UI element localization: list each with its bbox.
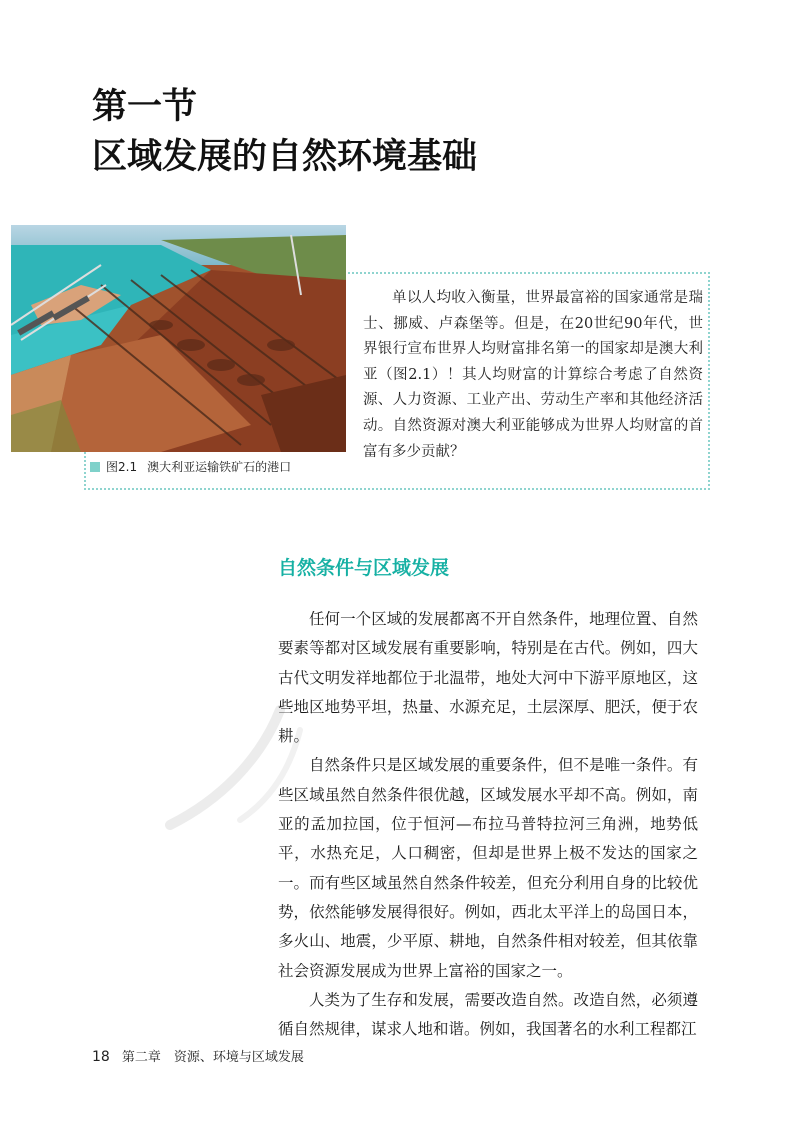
figure-number: 图2.1 (106, 460, 138, 474)
subheading: 自然条件与区域发展 (278, 557, 450, 579)
intro-paragraph: 单以人均收入衡量，世界最富裕的国家通常是瑞士、挪威、卢森堡等。但是，在20世纪90年代，世界银行宣布世界人均财富排名第一的国家却是澳大利亚（图2.1）！其人均财富的计算综合考虑了自然资源、人力资源、工业产出、劳动生产率和其他经济活动。自然资源对澳大利亚能够成为世界人均财富的首富有多少贡献？ (363, 290, 703, 460)
figure-caption (90, 459, 291, 475)
chapter-title: 第二章 资源、环境与区域发展 (121, 1050, 304, 1065)
page-footer (92, 1046, 304, 1065)
section-number: 第一节 (92, 87, 198, 127)
page-title: 区域发展的自然环境基础 (92, 137, 478, 177)
body-text (278, 605, 698, 1044)
body-paragraph: 任何一个区域的发展都离不开自然条件，地理位置、自然要素等都对区域发展有重要影响，特别是在古代。例如，四大古代文明发祥地都位于北温带，地处大河中下游平原地区，这些地区地势平坦，热量、水源充足，土层深厚、肥沃，便于农耕。 (278, 610, 698, 746)
caption-text: 澳大利亚运输铁矿石的港口 (147, 460, 292, 474)
intro-text (363, 286, 703, 465)
page-number: 18 (92, 1049, 110, 1065)
body-paragraph: 自然条件只是区域发展的重要条件，但不是唯一条件。有些区域虽然自然条件很优越，区域发展水平却不高。例如，南亚的孟加拉国，位于恒河—布拉马普特拉河三角洲，地势低平，水热充足，人口稠密，但却是世界上极不发达的国家之一。而有些区域虽然自然条件较差，但充分利用自身的比较优势，依然能够发展得很好。例如，西北太平洋上的岛国日本，多火山、地震，少平原、耕地，自然条件相对较差，但其依靠社会资源发展成为世界上富裕的国家之一。 (278, 756, 698, 980)
caption-marker (90, 462, 100, 472)
port-photo (11, 225, 346, 452)
body-paragraph: 人类为了生存和发展，需要改造自然。改造自然，必须遵循自然规律，谋求人地和谐。例如，我国著名的水利工程都江 (278, 990, 698, 1039)
section-title (92, 82, 477, 182)
